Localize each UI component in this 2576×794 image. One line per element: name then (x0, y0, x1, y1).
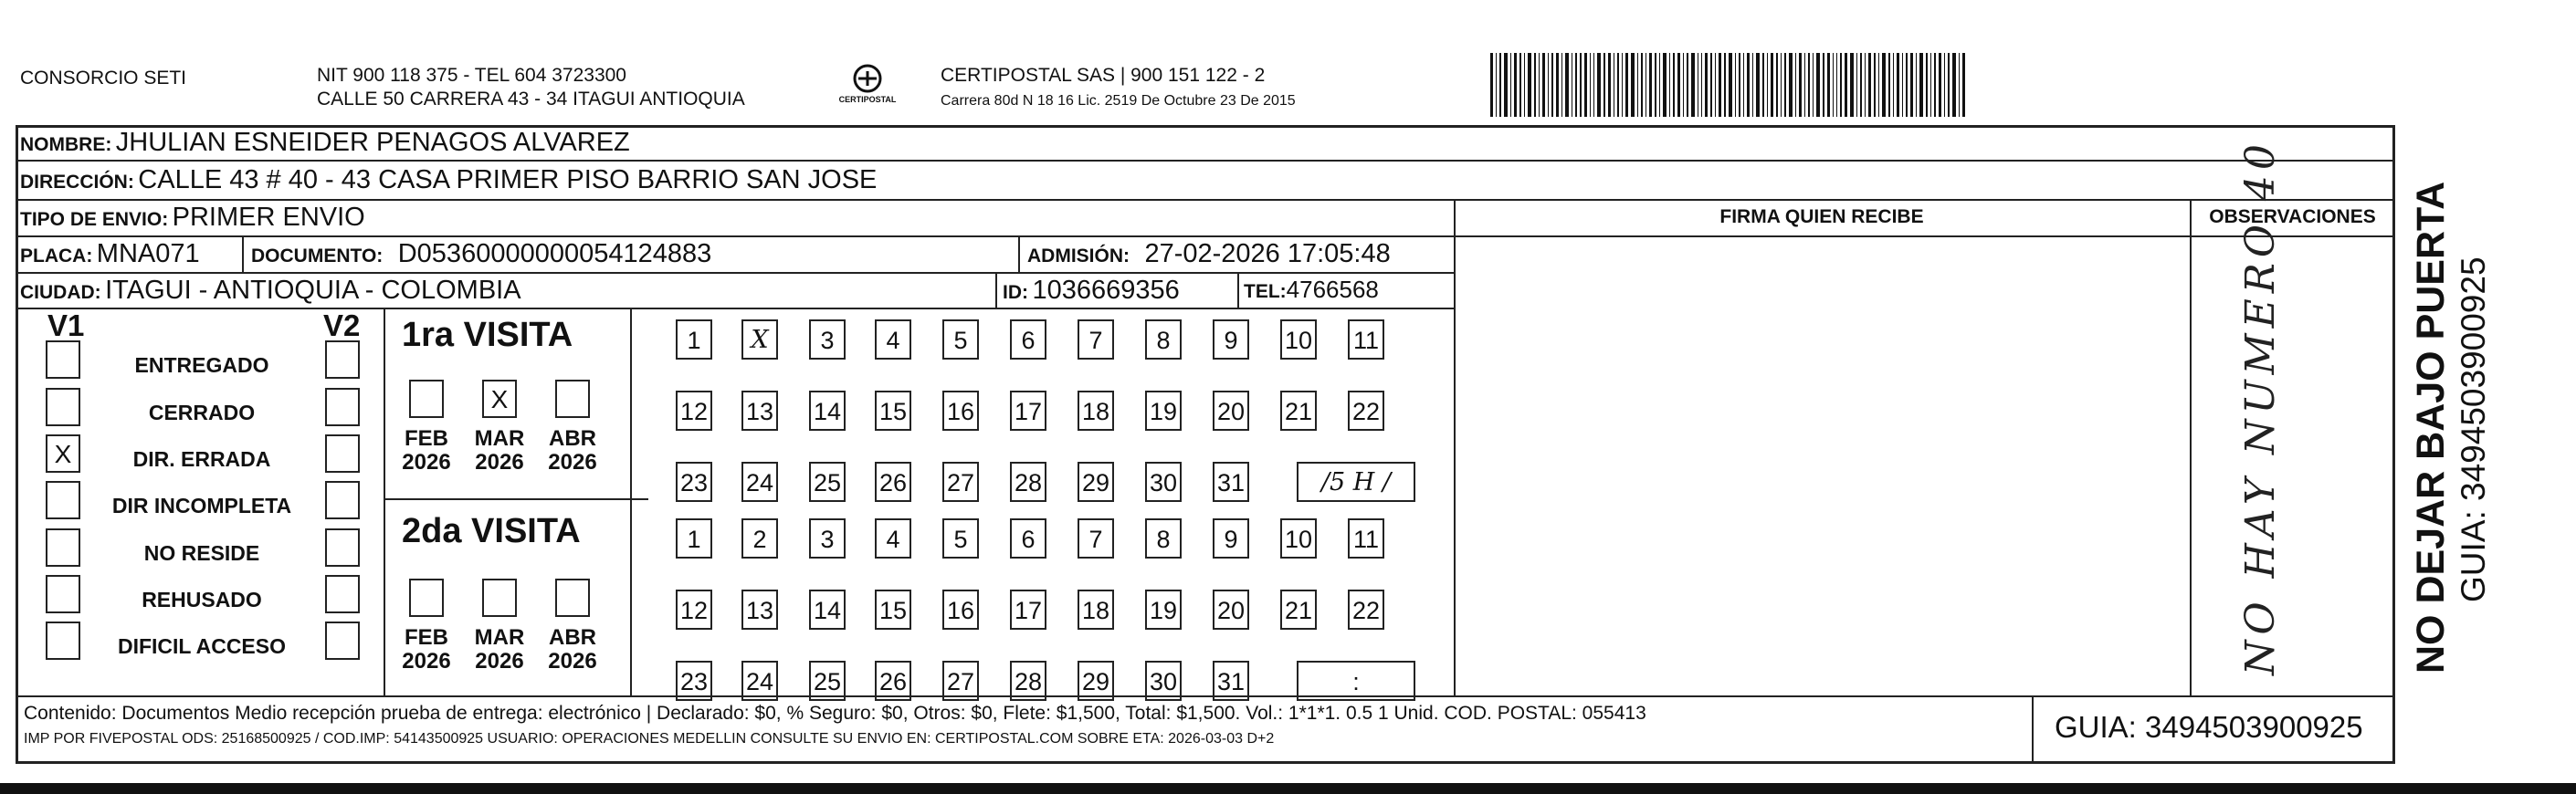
address-line: CALLE 50 CARRERA 43 - 34 ITAGUI ANTIOQUIA (317, 89, 745, 110)
day-box[interactable]: 13 (741, 590, 778, 630)
barcode-bar (1776, 53, 1778, 117)
month-checkbox[interactable] (409, 579, 444, 617)
barcode-bar (1539, 53, 1540, 117)
barcode-bar (1878, 53, 1879, 117)
month-label: FEB (405, 426, 448, 451)
year-label: 2026 (475, 450, 524, 475)
day-box[interactable]: 28 (1010, 661, 1046, 701)
day-box[interactable]: 5 (942, 518, 979, 559)
barcode-bar (1767, 53, 1768, 117)
barcode-bar (1934, 53, 1936, 117)
handwritten-note: NO HAY NUMERO 40 (2237, 139, 2284, 675)
bottom-strip (0, 783, 2576, 794)
v2-checkbox[interactable] (325, 388, 360, 426)
day-box[interactable]: 23 (676, 462, 712, 502)
day-box[interactable]: 3 (809, 319, 846, 360)
barcode-bar (1762, 53, 1764, 117)
nombre-label: NOMBRE: (20, 134, 112, 155)
company-name: CONSORCIO SETI (20, 68, 187, 89)
v1-checkbox[interactable] (46, 388, 80, 426)
barcode-bar (1850, 53, 1854, 117)
day-box[interactable]: 6 (1010, 319, 1046, 360)
day-box[interactable]: 1 (676, 319, 712, 360)
month-label: MAR (474, 625, 525, 650)
barcode-bar (1743, 53, 1744, 117)
month-checkbox[interactable]: X (482, 380, 517, 418)
barcode-bar (1827, 53, 1830, 117)
month-checkbox[interactable] (409, 380, 444, 418)
day-box[interactable]: 20 (1213, 590, 1249, 630)
day-box[interactable]: 7 (1078, 319, 1114, 360)
status-label: ENTREGADO (134, 353, 269, 377)
barcode-bar (1823, 53, 1824, 117)
certipostal-logo (836, 60, 899, 111)
direccion-value: CALLE 43 # 40 - 43 CASA PRIMER PISO BARRIO SAN JOSE (138, 165, 878, 194)
ciudad-label: CIUDAD: (20, 282, 101, 303)
barcode-bar (1893, 53, 1894, 117)
v2-checkbox[interactable] (325, 340, 360, 379)
first-visit-title: 1ra VISITA (402, 316, 573, 354)
day-box[interactable]: 20 (1213, 391, 1249, 431)
barcode-bar (1524, 53, 1525, 117)
day-box[interactable]: 17 (1010, 590, 1046, 630)
barcode-bar (1789, 53, 1793, 117)
ciudad-value: ITAGUI - ANTIOQUIA - COLOMBIA (105, 276, 521, 305)
day-box[interactable]: 25 (809, 462, 846, 502)
barcode-bar (1840, 53, 1842, 117)
certipostal-line: CERTIPOSTAL SAS | 900 151 122 - 2 (941, 65, 1266, 86)
barcode-bar (1747, 53, 1750, 117)
status-label: DIR. ERRADA (132, 447, 271, 471)
barcode-bar (1504, 53, 1508, 117)
v2-checkbox[interactable] (325, 481, 360, 519)
day-box[interactable]: 23 (676, 661, 712, 701)
status-label: DIFICIL ACCESO (117, 634, 286, 658)
day-box[interactable]: 12 (676, 590, 712, 630)
month-caption (394, 427, 458, 475)
time-box[interactable]: : (1297, 661, 1415, 701)
v2-label: V2 (323, 308, 361, 342)
day-box[interactable]: 11 (1348, 518, 1384, 559)
barcode-bar (1781, 53, 1782, 117)
day-box[interactable]: 25 (809, 661, 846, 701)
barcode (1490, 53, 2392, 117)
barcode-bar (1845, 53, 1847, 117)
barcode-bar (1939, 53, 1941, 117)
day-box[interactable]: 4 (875, 319, 911, 360)
barcode-bar (1902, 53, 1903, 117)
day-box[interactable]: 15 (875, 590, 911, 630)
barcode-bar (1669, 53, 1670, 117)
barcode-bar (1959, 53, 1960, 117)
v1-checkbox[interactable] (46, 575, 80, 613)
day-box[interactable]: 4 (875, 518, 911, 559)
barcode-bar (1856, 53, 1857, 117)
barcode-bar (1645, 53, 1646, 117)
day-box[interactable]: 17 (1010, 391, 1046, 431)
barcode-bar (1926, 53, 1928, 117)
status-label: CERRADO (148, 401, 256, 424)
year-label: 2026 (475, 649, 524, 674)
day-box[interactable]: 27 (942, 661, 979, 701)
barcode-bar (1952, 53, 1956, 117)
documento-row (251, 239, 711, 269)
barcode-bar (1490, 53, 1493, 117)
day-box[interactable]: 24 (741, 661, 778, 701)
barcode-bar (1499, 53, 1501, 117)
barcode-bar (1735, 53, 1736, 117)
day-box[interactable]: 29 (1078, 661, 1114, 701)
barcode-bar (1910, 53, 1913, 117)
barcode-bar (1663, 53, 1667, 117)
v1-label: V1 (47, 308, 85, 342)
day-box[interactable]: 1 (676, 518, 712, 559)
admision-label: ADMISIÓN: (1027, 246, 1130, 266)
tel-value: 4766568 (1286, 276, 1379, 303)
side-warning: NO DEJAR BAJO PUERTA (2409, 181, 2453, 674)
barcode-bar (1739, 53, 1740, 117)
barcode-bar (1729, 53, 1732, 117)
admision-value: 27-02-2026 17:05:48 (1144, 239, 1391, 268)
day-box[interactable]: 21 (1280, 391, 1317, 431)
day-box[interactable]: 7 (1078, 518, 1114, 559)
barcode-bar (1897, 53, 1899, 117)
barcode-bar (1808, 53, 1810, 117)
barcode-bar (1528, 53, 1531, 117)
barcode-bar (1710, 53, 1712, 117)
barcode-bar (1687, 53, 1688, 117)
day-box[interactable]: 18 (1078, 590, 1114, 630)
direccion-row (20, 165, 877, 195)
barcode-bar (1882, 53, 1886, 117)
day-box[interactable]: 11 (1348, 319, 1384, 360)
v1-checkbox[interactable] (46, 481, 80, 519)
placa-value: MNA071 (96, 239, 200, 268)
license-line: Carrera 80d N 18 16 Lic. 2519 De Octubre 23 De 2015 (941, 93, 1296, 109)
barcode-bar (1865, 53, 1866, 117)
barcode-bar (1691, 53, 1695, 117)
barcode-bar (1874, 53, 1876, 117)
status-label: DIR INCOMPLETA (111, 494, 292, 517)
barcode-bar (1625, 53, 1628, 117)
day-box[interactable]: 26 (875, 661, 911, 701)
day-box[interactable]: 8 (1145, 518, 1182, 559)
month-caption (541, 427, 605, 475)
month-label: MAR (474, 426, 525, 451)
barcode-bar (1641, 53, 1643, 117)
footer-line-2: IMP POR FIVEPOSTAL ODS: 25168500925 / COD.IMP: 54143500925 USUARIO: OPERACIONES MEDELLIN CONSULTE SU ENVIO EN: CERTIPOSTAL.COM SOBRE ETA: 2026-03-03 D+2 (24, 731, 1275, 747)
day-box[interactable]: 8 (1145, 319, 1182, 360)
barcode-bar (1906, 53, 1908, 117)
logo-text: CERTIPOSTAL (838, 95, 897, 104)
barcode-bar (1701, 53, 1702, 117)
barcode-bar (1575, 53, 1577, 117)
status-label: NO RESIDE (143, 541, 260, 565)
admision-row (1027, 239, 1391, 269)
barcode-bar (1916, 53, 1917, 117)
nombre-row (20, 128, 630, 158)
day-box[interactable]: 13 (741, 391, 778, 431)
firma-label: FIRMA QUIEN RECIBE (1719, 206, 1924, 227)
barcode-bar (1705, 53, 1708, 117)
barcode-bar (1617, 53, 1619, 117)
barcode-bar (1496, 53, 1497, 117)
ciudad-row (20, 276, 521, 306)
placa-row (20, 239, 200, 269)
tipo-label: TIPO DE ENVIO: (20, 209, 169, 230)
day-box[interactable]: X (741, 319, 778, 360)
month-caption (468, 427, 531, 475)
day-box[interactable]: 22 (1348, 590, 1384, 630)
footer-line-1: Contenido: Documentos Medio recepción prueba de entrega: electrónico | Declarado: $0, % Seguro: $0, Otros: $0, Flete: $1,500, Total: $1,500. Vol.: 1*1*1. 0.5 1 Unid. COD. POSTAL: 055413 (24, 703, 1646, 724)
day-box[interactable]: 30 (1145, 462, 1182, 502)
barcode-bar (1603, 53, 1605, 117)
day-box[interactable]: 15 (875, 391, 911, 431)
day-box[interactable]: 21 (1280, 590, 1317, 630)
year-label: 2026 (402, 450, 451, 475)
barcode-bar (1962, 53, 1965, 117)
day-box[interactable]: 19 (1145, 391, 1182, 431)
barcode-bar (1542, 53, 1545, 117)
observaciones-label: OBSERVACIONES (2209, 206, 2376, 227)
barcode-bar (1799, 53, 1802, 117)
day-box[interactable]: 31 (1213, 462, 1249, 502)
barcode-bar (1833, 53, 1834, 117)
day-box[interactable]: 10 (1280, 518, 1317, 559)
barcode-bar (1804, 53, 1805, 117)
day-box[interactable]: 6 (1010, 518, 1046, 559)
placa-label: PLACA: (20, 246, 93, 266)
barcode-bar (1719, 53, 1721, 117)
barcode-bar (1795, 53, 1796, 117)
day-box[interactable]: 27 (942, 462, 979, 502)
month-caption (394, 626, 458, 674)
status-label: REHUSADO (142, 588, 262, 611)
barcode-bar (1756, 53, 1760, 117)
barcode-bar (1631, 53, 1635, 117)
id-row (1003, 276, 1180, 306)
id-value: 1036669356 (1032, 276, 1180, 305)
documento-value: D05360000000054124883 (397, 239, 712, 268)
barcode-bar (1649, 53, 1652, 117)
id-label: ID: (1003, 282, 1028, 303)
barcode-bar (1930, 53, 1931, 117)
tipo-value: PRIMER ENVIO (172, 203, 365, 232)
barcode-bar (1580, 53, 1582, 117)
barcode-bar (1677, 53, 1680, 117)
barcode-bar (1673, 53, 1675, 117)
tel-label: TEL: (1244, 281, 1287, 302)
day-box[interactable]: 19 (1145, 590, 1182, 630)
month-label: FEB (405, 625, 448, 650)
barcode-bar (1514, 53, 1517, 117)
year-label: 2026 (402, 649, 451, 674)
barcode-bar (1510, 53, 1511, 117)
month-label: ABR (549, 426, 596, 451)
barcode-bar (1784, 53, 1786, 117)
barcode-bar (1548, 53, 1549, 117)
v1-checkbox[interactable] (46, 340, 80, 379)
barcode-bar (1715, 53, 1716, 117)
barcode-bar (1597, 53, 1601, 117)
day-box[interactable]: 14 (809, 590, 846, 630)
v2-checkbox[interactable] (325, 528, 360, 567)
barcode-bar (1556, 53, 1559, 117)
year-label: 2026 (548, 649, 597, 674)
barcode-bar (1724, 53, 1726, 117)
barcode-bar (1584, 53, 1587, 117)
day-box[interactable]: 24 (741, 462, 778, 502)
footer-guia: GUIA: 3494503900925 (2055, 710, 2363, 744)
month-checkbox[interactable] (482, 579, 517, 617)
barcode-bar (1565, 53, 1569, 117)
barcode-bar (1534, 53, 1536, 117)
barcode-bar (1551, 53, 1553, 117)
barcode-bar (1816, 53, 1820, 117)
documento-label: DOCUMENTO: (251, 246, 384, 266)
day-box[interactable]: 28 (1010, 462, 1046, 502)
v1-checkbox[interactable]: X (46, 434, 80, 473)
barcode-bar (1622, 53, 1623, 117)
barcode-bar (1608, 53, 1611, 117)
second-visit-title: 2da VISITA (402, 512, 581, 550)
barcode-bar (1519, 53, 1521, 117)
barcode-bar (1888, 53, 1890, 117)
day-box[interactable]: 30 (1145, 661, 1182, 701)
day-box[interactable]: 14 (809, 391, 846, 431)
day-box[interactable]: 9 (1213, 319, 1249, 360)
day-box[interactable]: 5 (942, 319, 979, 360)
barcode-bar (1561, 53, 1562, 117)
barcode-bar (1659, 53, 1660, 117)
barcode-bar (1868, 53, 1871, 117)
tel-row (1244, 276, 1379, 304)
day-box[interactable]: 9 (1213, 518, 1249, 559)
barcode-bar (1919, 53, 1923, 117)
year-label: 2026 (548, 450, 597, 475)
v2-checkbox[interactable] (325, 622, 360, 660)
day-box[interactable]: 29 (1078, 462, 1114, 502)
day-box[interactable]: 18 (1078, 391, 1114, 431)
side-guia: GUIA: 3494503900925 (2455, 256, 2492, 602)
day-box[interactable]: 22 (1348, 391, 1384, 431)
v1-checkbox[interactable] (46, 528, 80, 567)
month-caption (468, 626, 531, 674)
time-box[interactable]: /5 H / (1297, 462, 1415, 502)
v2-checkbox[interactable] (325, 434, 360, 473)
barcode-bar (1593, 53, 1594, 117)
day-box[interactable]: 26 (875, 462, 911, 502)
v1-checkbox[interactable] (46, 622, 80, 660)
month-checkbox[interactable] (555, 579, 590, 617)
barcode-bar (1683, 53, 1684, 117)
day-box[interactable]: 3 (809, 518, 846, 559)
barcode-bar (1590, 53, 1591, 117)
nombre-value: JHULIAN ESNEIDER PENAGOS ALVAREZ (115, 128, 630, 157)
day-box[interactable]: 16 (942, 391, 979, 431)
barcode-bar (1655, 53, 1656, 117)
nit-line: NIT 900 118 375 - TEL 604 3723300 (317, 65, 626, 86)
tipo-row (20, 203, 365, 233)
day-box[interactable]: 16 (942, 590, 979, 630)
barcode-bar (1944, 53, 1945, 117)
day-box[interactable]: 2 (741, 518, 778, 559)
day-box[interactable]: 12 (676, 391, 712, 431)
day-box[interactable]: 31 (1213, 661, 1249, 701)
month-caption (541, 626, 605, 674)
barcode-bar (1813, 53, 1814, 117)
month-label: ABR (549, 625, 596, 650)
barcode-bar (1860, 53, 1862, 117)
month-checkbox[interactable] (555, 380, 590, 418)
barcode-bar (1637, 53, 1638, 117)
direccion-label: DIRECCIÓN: (20, 172, 134, 193)
v2-checkbox[interactable] (325, 575, 360, 613)
barcode-bar (1948, 53, 1950, 117)
barcode-bar (1771, 53, 1773, 117)
barcode-bar (1752, 53, 1753, 117)
day-box[interactable]: 10 (1280, 319, 1317, 360)
barcode-bar (1836, 53, 1837, 117)
